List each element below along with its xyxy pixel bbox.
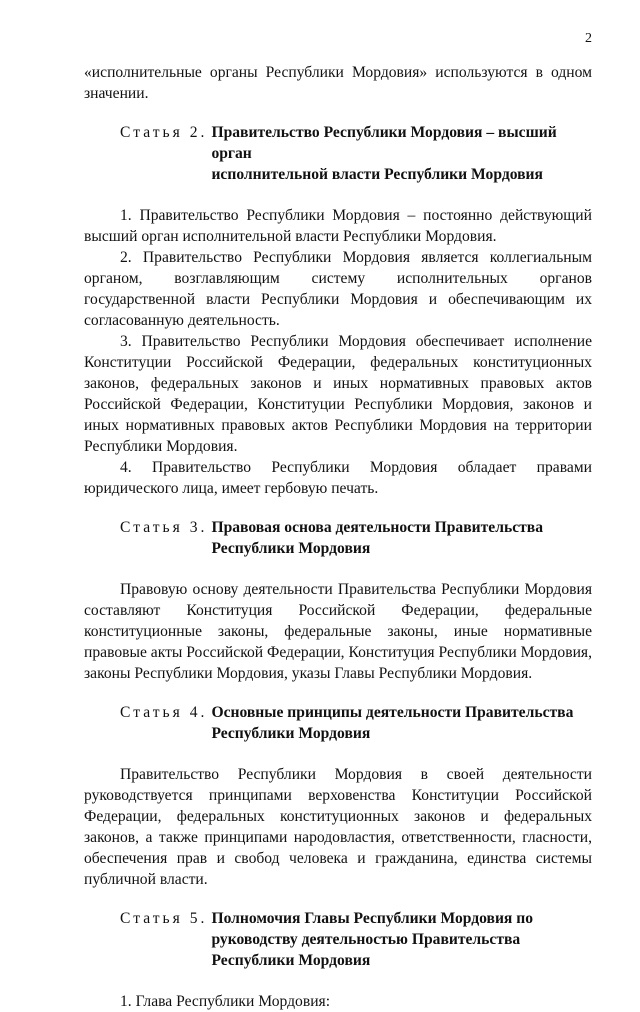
article-3-heading	[84, 517, 592, 559]
document-page	[84, 28, 592, 1012]
article-4-word: Статья 4.	[120, 704, 208, 721]
article-5-paragraph-1: 1. Глава Республики Мордовия:	[120, 993, 331, 1010]
page-number: 2	[585, 31, 592, 46]
article-2-title: Правительство Республики Мордовия – высший орган исполнительной власти Республики Мордовия	[211, 124, 557, 183]
article-4-paragraph-1: Правительство Республики Мордовия в своей деятельности руководствуется принципами верховенства Конституции Российской Федерации, федеральных конституционных законов и федеральных законов, а также принципами народовластия, ответственности, гласности, обеспечения прав и свобод человека и гражданина, единства системы публичной власти.	[84, 766, 592, 888]
article-4-title: Основные принципы деятельности Правительства Республики Мордовия	[211, 704, 574, 742]
article-4-heading	[84, 702, 592, 744]
article-5-title: Полномочия Главы Республики Мордовия по руководству деятельностью Правительства Республики Мордовия	[211, 910, 534, 969]
article-2-paragraph-3: 3. Правительство Республики Мордовия обеспечивает исполнение Конституции Российской Федерации, федеральных конституционных законов, федеральных законов и иных нормативных правовых актов Российской Федерации, Конституции Республики Мордовия, законов и иных нормативных правовых актов Республики Мордовия на территории Республики Мордовия.	[84, 333, 592, 455]
article-5-word: Статья 5.	[120, 910, 208, 927]
article-2-heading	[84, 122, 592, 185]
article-2-paragraph-4: 4. Правительство Республики Мордовия обладает правами юридического лица, имеет гербовую печать.	[84, 459, 592, 497]
article-3-paragraph-1: Правовую основу деятельности Правительства Республики Мордовия составляют Конституция Российской Федерации, федеральные конституционные законы, федеральные законы, иные нормативные правовые акты Российской Федерации, Конституция Республики Мордовия, законы Республики Мордовия, указы Главы Республики Мордовия.	[84, 581, 592, 682]
article-2-word: Статья 2.	[120, 124, 208, 141]
intro-paragraph: «исполнительные органы Республики Мордовия» используются в одном значении.	[84, 64, 592, 102]
article-2-paragraph-1: 1. Правительство Республики Мордовия – постоянно действующий высший орган исполнительной власти Республики Мордовия.	[84, 207, 592, 245]
article-2-paragraph-2: 2. Правительство Республики Мордовия является коллегиальным органом, возглавляющим систему исполнительных органов государственной власти Республики Мордовия и обеспечивающим их согласованную деятельность.	[84, 249, 592, 329]
article-3-title: Правовая основа деятельности Правительства Республики Мордовия	[211, 519, 543, 557]
article-3-word: Статья 3.	[120, 519, 208, 536]
article-5-heading	[84, 908, 592, 971]
